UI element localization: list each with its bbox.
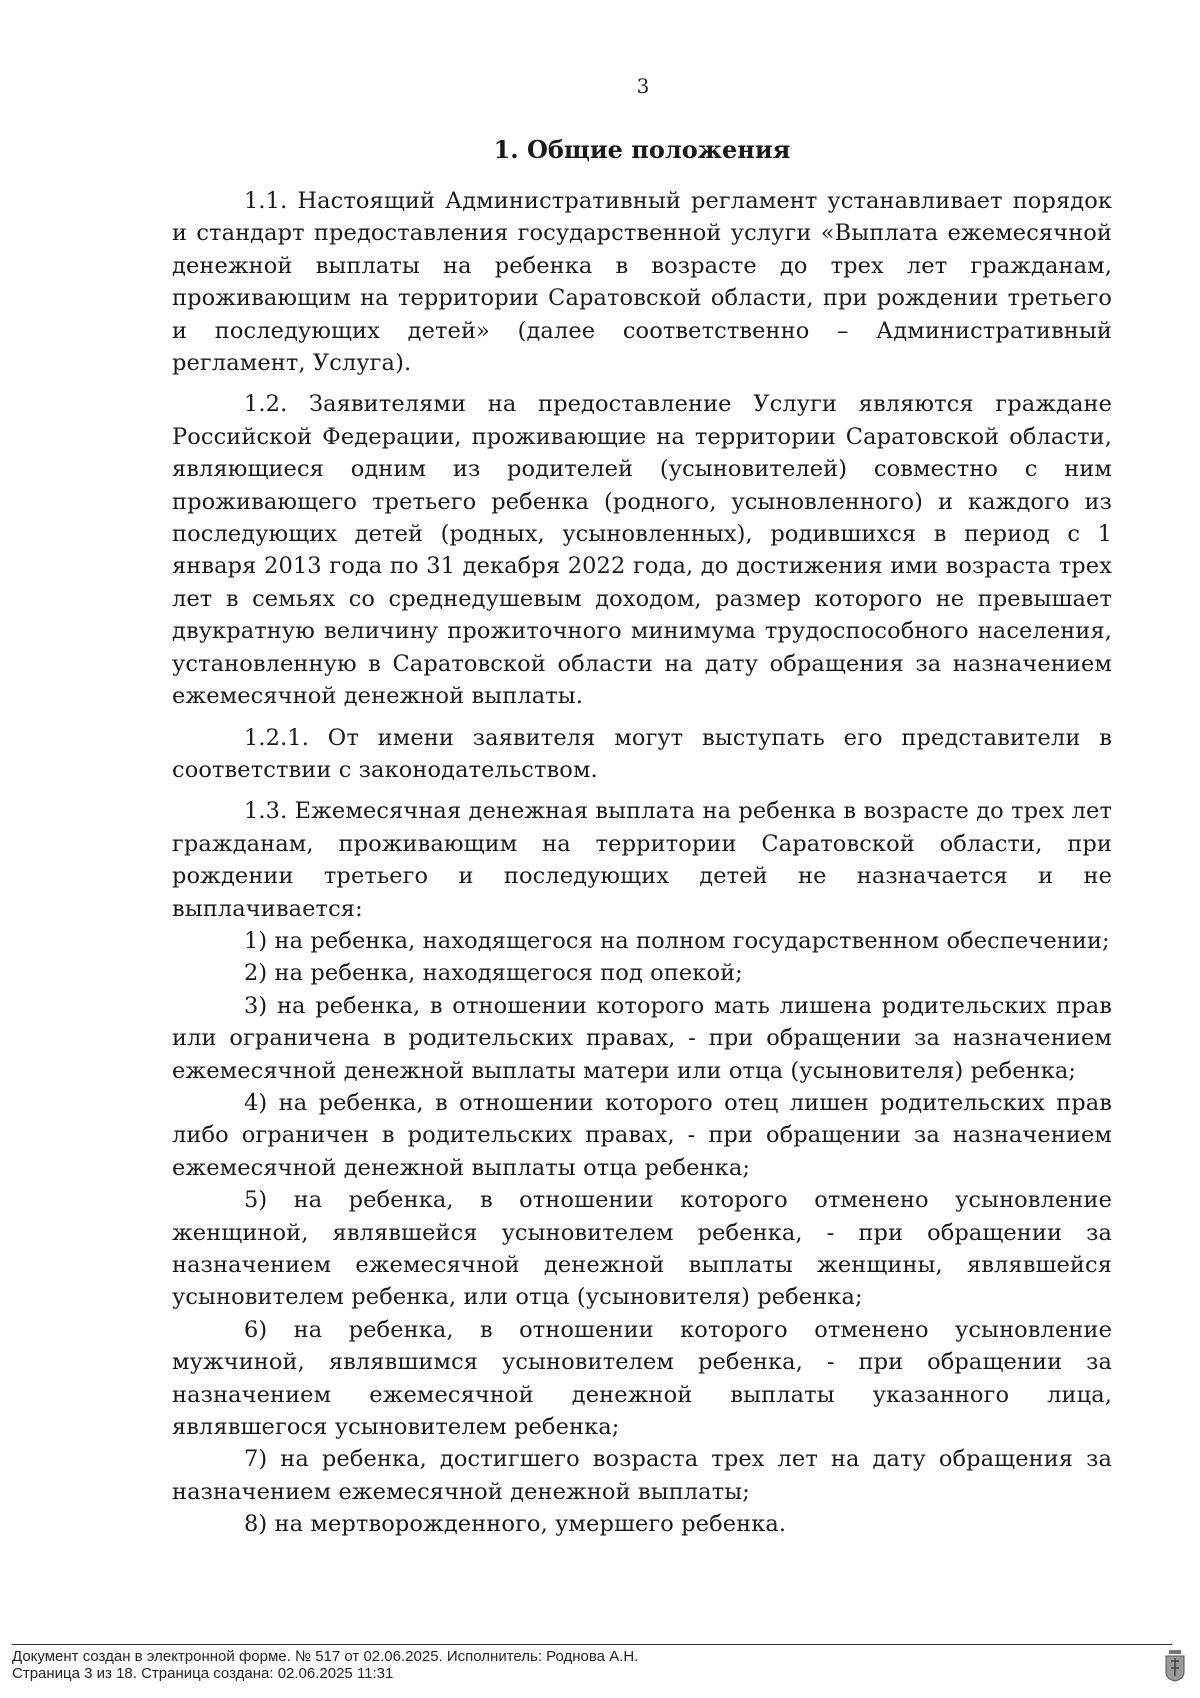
footer-page-info: Страница 3 из 18. Страница создана: 02.06.2025 11:31 <box>12 1665 394 1682</box>
footer <box>12 1648 638 1682</box>
list-item-3: 3) на ребенка, в отношении которого мать лишена родительских прав или ограничена в родительских правах, - при обращении за назначением ежемесячной денежной выплаты матери или отца (усыновителя) ребенка; <box>172 992 1112 1084</box>
list-item-8: 8) на мертворожденного, умершего ребенка. <box>244 1511 787 1538</box>
list-item-6: 6) на ребенка, в отношении которого отменено усыновление мужчиной, являвшимся усыновителем ребенка, - при обращении за назначением ежемесячной денежной выплаты указанного лица, являвшегося усыновителем ребенка; <box>172 1316 1112 1441</box>
footer-divider <box>12 1644 1172 1645</box>
coat-of-arms-icon <box>1164 1648 1186 1682</box>
list-item-1: 1) на ребенка, находящегося на полном государственном обеспечении; <box>244 927 1110 954</box>
paragraph-1-1: 1.1. Настоящий Административный регламент устанавливает порядок и стандарт предоставления государственной услуги «Выплата ежемесячной денежной выплаты на ребенка в возрасте до трех лет гражданам, проживающим на территории Саратовской области, при рождении третьего и последующих детей» (далее соответственно – Административный регламент, Услуга). <box>172 188 1112 377</box>
document-body <box>172 185 1112 1541</box>
paragraph-1-2-1: 1.2.1. От имени заявителя могут выступать его представители в соответствии с законодательством. <box>172 724 1112 783</box>
list-item-4: 4) на ребенка, в отношении которого отец лишен родительских прав либо ограничен в родительских правах, - при обращении за назначением ежемесячной денежной выплаты отца ребенка; <box>172 1089 1112 1181</box>
paragraph-1-3: 1.3. Ежемесячная денежная выплата на ребенка в возрасте до трех лет гражданам, проживающим на территории Саратовской области, при рождении третьего и последующих детей не назначается и не выплачивается: <box>172 798 1112 922</box>
list-item-5: 5) на ребенка, в отношении которого отменено усыновление женщиной, являвшейся усыновителем ребенка, - при обращении за назначением ежемесячной денежной выплаты женщины, являвшейся усыновителем ребенка, или отца (усыновителя) ребенка; <box>172 1187 1112 1311</box>
page-number: 3 <box>636 74 650 98</box>
list-item-2: 2) на ребенка, находящегося под опекой; <box>244 960 743 987</box>
footer-document-info: Документ создан в электронной форме. № 517 от 02.06.2025. Исполнитель: Роднова А.Н. <box>12 1648 639 1665</box>
paragraph-1-2: 1.2. Заявителями на предоставление Услуги являются граждане Российской Федерации, проживающие на территории Саратовской области, являющиеся одним из родителей (усыновителей) совместно с ним проживающего третьего ребенка (родного, усыновленного) и каждого из последующих детей (родных, усыновленных), родившихся в период с 1 января 2013 года по 31 декабря 2022 года, до достижения ими возраста трех лет в семьях со среднедушевым доходом, размер которого не превышает двукратную величину прожиточного минимума трудоспособного населения, установленную в Саратовской области на дату обращения за назначением ежемесячной денежной выплаты. <box>172 391 1112 710</box>
list-item-7: 7) на ребенка, достигшего возраста трех лет на дату обращения за назначением ежемесячной денежной выплаты; <box>172 1446 1112 1505</box>
section-title: 1. Общие положения <box>493 135 791 164</box>
